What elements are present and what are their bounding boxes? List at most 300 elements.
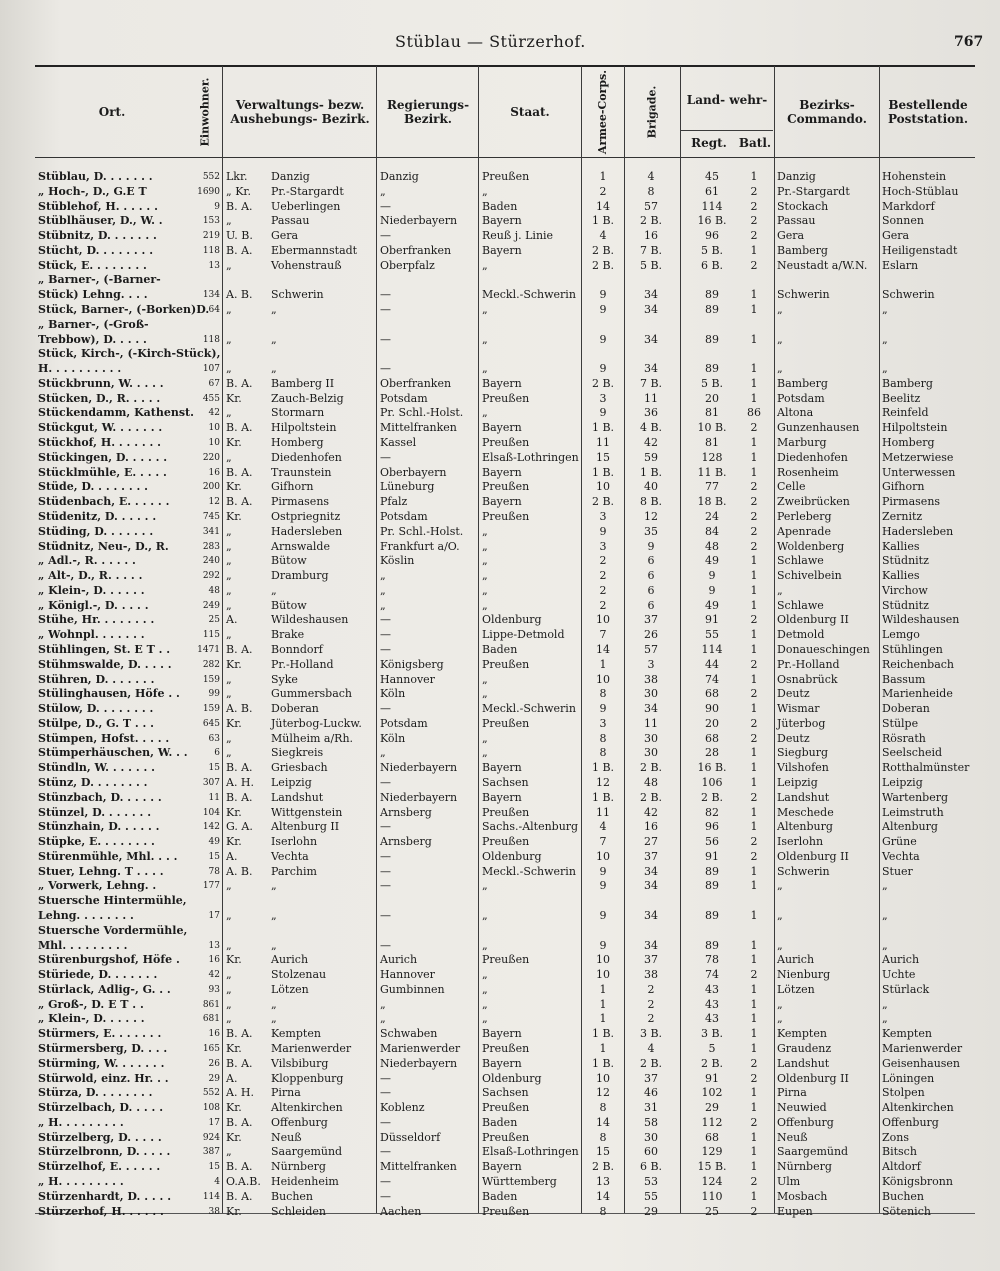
header-bezirkscommando: Bezirks- Commando. [787, 98, 867, 126]
place-name: Stück, Barner-, (-Borken)D. [38, 303, 210, 317]
state: Bayern [482, 376, 522, 390]
army-corps: 8 [599, 731, 607, 745]
brigade: 5 B. [639, 258, 663, 272]
population: 16 [208, 955, 220, 966]
district-name: Pirmasens [271, 495, 330, 509]
post-station: Heiligenstadt [882, 243, 958, 257]
army-corps: 14 [596, 199, 610, 213]
population: 48 [208, 585, 220, 596]
landwehr-regiment: 81 [705, 436, 719, 450]
brigade: 34 [644, 303, 658, 317]
post-station: Altenkirchen [882, 1101, 954, 1115]
table-row [0, 613, 1000, 627]
table-row [0, 229, 1000, 243]
place-name: Mhl. . . . . . . . . [38, 938, 128, 952]
post-station: Pirmasens [882, 495, 941, 509]
district-type: B. A. [226, 1115, 253, 1129]
district-name: „ [271, 997, 277, 1011]
post-station: Eslarn [882, 258, 919, 272]
place-name: Stümperhäuschen, W. . . [38, 746, 188, 760]
post-station: Hoch-Stüblau [882, 184, 959, 198]
brigade: 7 B. [639, 243, 663, 257]
district-name: Nürnberg [271, 1160, 326, 1174]
landwehr-regiment: 84 [705, 524, 719, 538]
brigade: 2 [647, 982, 655, 996]
landwehr-regiment: 78 [705, 953, 719, 967]
table-row [0, 702, 1000, 716]
state: Bayern [482, 761, 522, 775]
running-head [0, 30, 1000, 56]
population: 165 [202, 1044, 220, 1055]
army-corps: 9 [599, 303, 607, 317]
landwehr-subrule [681, 130, 773, 131]
district-type: B. A. [226, 1056, 253, 1070]
landwehr-regiment: 90 [705, 702, 719, 716]
place-name: Stüblau, D. . . . . . . [38, 170, 153, 183]
district-command: Nienburg [777, 968, 831, 982]
government-district: — [380, 332, 391, 346]
army-corps: 9 [599, 702, 607, 716]
landwehr-regiment: 110 [701, 1189, 723, 1203]
district-command: Stockach [777, 199, 829, 213]
district-command: Danzig [777, 170, 816, 183]
brigade: 8 B. [639, 495, 663, 509]
post-station: Gifhorn [882, 480, 925, 494]
place-name: Stündln, W. . . . . . . [38, 761, 155, 775]
landwehr-regiment: 68 [705, 687, 719, 701]
district-type: „ [226, 628, 232, 642]
district-name: Leipzig [271, 775, 312, 789]
landwehr-regiment: 129 [701, 1145, 723, 1159]
landwehr-battalion: 2 [750, 421, 758, 435]
table-row [0, 835, 1000, 849]
army-corps: 8 [599, 1101, 607, 1115]
district-command: „ [777, 362, 783, 376]
army-corps: 1 [599, 982, 607, 996]
landwehr-regiment: 89 [705, 879, 719, 893]
district-type: „ [226, 362, 232, 376]
government-district: Lüneburg [380, 480, 435, 494]
district-name: „ [271, 909, 277, 922]
landwehr-battalion: 2 [750, 657, 758, 671]
population: 387 [202, 1147, 220, 1158]
district-name: Arnswalde [271, 539, 330, 553]
army-corps: 2 B. [591, 243, 615, 257]
district-command: „ [777, 1012, 783, 1026]
army-corps: 3 [599, 539, 607, 553]
table-row [0, 554, 1000, 568]
army-corps: 2 [599, 554, 607, 568]
brigade: 30 [644, 746, 658, 760]
place-name: „ Barner-, (-Groß- [38, 317, 149, 331]
army-corps: 1 B. [591, 761, 615, 775]
district-type: „ [226, 938, 232, 952]
place-name: Stülinghausen, Höfe . . [38, 687, 180, 701]
landwehr-battalion: 1 [750, 554, 758, 568]
landwehr-battalion: 2 [750, 509, 758, 523]
landwehr-regiment: 48 [705, 539, 719, 553]
brigade: 38 [644, 968, 658, 982]
state: „ [482, 583, 488, 597]
landwehr-regiment: 44 [705, 657, 719, 671]
district-type: B. A. [226, 465, 253, 479]
landwehr-regiment: 89 [705, 909, 719, 922]
landwehr-regiment: 28 [705, 746, 719, 760]
place-name: Stücken, D., R. . . . . [38, 391, 161, 405]
post-station: Hohenstein [882, 170, 947, 183]
district-command: Rosenheim [777, 465, 839, 479]
brigade: 29 [644, 1204, 658, 1218]
landwehr-regiment: 29 [705, 1101, 719, 1115]
district-name: Syke [271, 672, 298, 686]
population: 924 [202, 1132, 220, 1143]
brigade: 26 [644, 628, 658, 642]
district-command: Landshut [777, 1056, 830, 1070]
place-name: „ Alt-, D., R. . . . . [38, 569, 143, 583]
table-row [0, 924, 1000, 938]
district-command: Potsdam [777, 391, 825, 405]
landwehr-regiment: 89 [705, 864, 719, 878]
landwehr-regiment: 89 [705, 288, 719, 302]
state: Meckl.-Schwerin [482, 702, 576, 716]
district-command: Perleberg [777, 509, 832, 523]
government-district: Köln [380, 687, 406, 701]
table-row [0, 687, 1000, 701]
army-corps: 8 [599, 1130, 607, 1144]
place-name: Stüpke, E. . . . . . . . [38, 835, 155, 849]
population: 15 [208, 1162, 220, 1173]
landwehr-regiment: 112 [701, 1115, 723, 1129]
government-district: Marienwerder [380, 1042, 461, 1056]
table-row [0, 820, 1000, 834]
table-row [0, 200, 1000, 214]
army-corps: 11 [596, 805, 610, 819]
government-district: Kassel [380, 436, 417, 450]
population: 17 [208, 911, 220, 921]
district-command: Leipzig [777, 775, 818, 789]
army-corps: 3 [599, 391, 607, 405]
district-name: Bamberg II [271, 376, 335, 390]
post-station: Altdorf [882, 1160, 921, 1174]
place-name: Stünzel, D. . . . . . . [38, 805, 152, 819]
district-command: „ [777, 997, 783, 1011]
state: Oldenburg [482, 613, 542, 627]
post-station: „ [882, 1012, 888, 1026]
district-type: „ [226, 303, 232, 317]
army-corps: 3 [599, 716, 607, 730]
population: 118 [202, 334, 220, 345]
population: 6 [214, 748, 220, 759]
landwehr-regiment: 43 [705, 1012, 719, 1026]
state: Württemberg [482, 1175, 557, 1189]
brigade: 4 [647, 1042, 655, 1056]
brigade: 1 B. [639, 465, 663, 479]
government-district: — [380, 1189, 391, 1203]
government-district: Potsdam [380, 391, 428, 405]
brigade: 34 [644, 332, 658, 346]
place-name: „ H. . . . . . . . . [38, 1115, 124, 1129]
district-name: Hadersleben [271, 524, 343, 538]
district-command: Zweibrücken [777, 495, 850, 509]
landwehr-battalion: 2 [750, 199, 758, 213]
government-district: Potsdam [380, 716, 428, 730]
district-name: Jüterbog-Luckw. [271, 716, 362, 730]
population: 49 [208, 837, 220, 848]
place-name: Stümpen, Hofst. . . . . [38, 731, 170, 745]
post-station: „ [882, 879, 888, 893]
place-name: Stückendamm, Kathenst. [38, 406, 194, 420]
government-district: Mittelfranken [380, 421, 457, 435]
table-row [0, 1131, 1000, 1145]
post-station: „ [882, 909, 888, 922]
army-corps: 15 [596, 450, 610, 464]
table-row [0, 1101, 1000, 1115]
army-corps: 2 B. [591, 1160, 615, 1174]
population: 16 [208, 1029, 220, 1040]
place-name: Stühren, D. . . . . . . [38, 672, 155, 686]
district-name: Doberan [271, 702, 319, 716]
landwehr-regiment: 5 [708, 1042, 716, 1056]
population: 159 [202, 704, 220, 715]
table-row [0, 421, 1000, 435]
landwehr-battalion: 2 [750, 1071, 758, 1085]
district-name: „ [271, 879, 277, 893]
post-station: Stürlack [882, 982, 930, 996]
place-name: Stüde, D. . . . . . . . [38, 480, 148, 494]
landwehr-regiment: 91 [705, 613, 719, 627]
population: 455 [202, 393, 220, 404]
brigade: 6 [647, 598, 655, 612]
government-district: Hannover [380, 968, 435, 982]
district-command: Deutz [777, 731, 810, 745]
brigade: 8 [647, 184, 655, 198]
government-district: Mittelfranken [380, 1160, 457, 1174]
district-command: Gera [777, 229, 805, 243]
district-name: Dramburg [271, 569, 329, 583]
population: 16 [208, 467, 220, 478]
place-name: Stünzhain, D. . . . . . [38, 820, 160, 834]
population: 118 [202, 245, 220, 256]
government-district: — [380, 450, 391, 464]
district-name: Landshut [271, 790, 324, 804]
place-name: Stüdenbach, E. . . . . . [38, 495, 170, 509]
table-row [0, 865, 1000, 879]
post-station: Zons [882, 1130, 909, 1144]
landwehr-battalion: 2 [750, 731, 758, 745]
state: „ [482, 746, 488, 760]
landwehr-battalion: 1 [750, 583, 758, 597]
state: Reuß j. Linie [482, 229, 554, 243]
district-name: „ [271, 332, 277, 346]
government-district: „ [380, 598, 386, 612]
table-row [0, 791, 1000, 805]
district-type: B. A. [226, 1160, 253, 1174]
page-number: 767 [954, 34, 984, 50]
district-name: „ [271, 583, 277, 597]
post-station: Marienwerder [882, 1042, 963, 1056]
landwehr-battalion: 1 [750, 1027, 758, 1041]
table-row [0, 214, 1000, 228]
brigade: 53 [644, 1175, 658, 1189]
state: „ [482, 687, 488, 701]
state: Preußen [482, 805, 530, 819]
district-command: Oldenburg II [777, 613, 849, 627]
place-name: Stürenburgshof, Höfe . [38, 953, 180, 967]
government-district: — [380, 303, 391, 317]
brigade: 37 [644, 1071, 658, 1085]
table-row [0, 1042, 1000, 1056]
table-row [0, 1072, 1000, 1086]
district-type: Kr. [226, 1204, 242, 1218]
brigade: 30 [644, 1130, 658, 1144]
table-row [0, 1145, 1000, 1159]
landwehr-battalion: 1 [750, 1012, 758, 1026]
post-station: Beelitz [882, 391, 921, 405]
government-district: Köln [380, 731, 406, 745]
post-station: Rösrath [882, 731, 926, 745]
header-einwohner: Einwohner. [198, 77, 212, 147]
brigade: 2 B. [639, 790, 663, 804]
district-type: A. B. [226, 864, 253, 878]
state: „ [482, 938, 488, 952]
table-row [0, 953, 1000, 967]
population: 142 [202, 822, 220, 833]
landwehr-battalion: 1 [750, 820, 758, 834]
army-corps: 2 [599, 184, 607, 198]
post-station: Sonnen [882, 214, 924, 228]
post-station: Stüdnitz [882, 554, 929, 568]
header-rule [35, 157, 975, 158]
district-command: Neuß [777, 1130, 808, 1144]
post-station: Rotthalmünster [882, 761, 970, 775]
state: Preußen [482, 716, 530, 730]
landwehr-regiment: 77 [705, 480, 719, 494]
state: Bayern [482, 214, 522, 228]
place-name: Stürzelhof, E. . . . . . [38, 1160, 161, 1174]
district-command: Bamberg [777, 243, 828, 257]
state: Sachs.-Altenburg [482, 820, 579, 834]
landwehr-battalion: 2 [750, 613, 758, 627]
table-row [0, 968, 1000, 982]
district-type: O.A.B. [226, 1175, 261, 1189]
district-command: Kempten [777, 1027, 827, 1041]
government-district: — [380, 938, 391, 952]
district-name: Vilsbiburg [271, 1056, 329, 1070]
district-name: Pr.-Stargardt [271, 184, 344, 198]
landwehr-regiment: 82 [705, 805, 719, 819]
army-corps: 10 [596, 953, 610, 967]
post-station: Stolpen [882, 1086, 925, 1100]
government-district: Oberbayern [380, 465, 447, 479]
government-district: — [380, 642, 391, 656]
state: Bayern [482, 1160, 522, 1174]
army-corps: 9 [599, 879, 607, 893]
government-district: Köslin [380, 554, 415, 568]
table-row [0, 1190, 1000, 1204]
government-district: Arnsberg [380, 805, 432, 819]
place-name: Stüding, D. . . . . . . [38, 524, 154, 538]
landwehr-regiment: 89 [705, 332, 719, 346]
government-district: — [380, 229, 391, 243]
district-command: Schlawe [777, 598, 824, 612]
brigade: 27 [644, 835, 658, 849]
table-row [0, 288, 1000, 302]
district-type: Kr. [226, 436, 242, 450]
landwehr-battalion: 1 [750, 761, 758, 775]
state: Bayern [482, 243, 522, 257]
landwehr-battalion: 2 [750, 495, 758, 509]
army-corps: 12 [596, 1086, 610, 1100]
state: Preußen [482, 1101, 530, 1115]
landwehr-regiment: 124 [701, 1175, 723, 1189]
army-corps: 8 [599, 746, 607, 760]
army-corps: 2 [599, 583, 607, 597]
government-district: Pfalz [380, 495, 408, 509]
place-name: „ Königl.-, D. . . . . [38, 598, 149, 612]
government-district: Aurich [380, 953, 418, 967]
district-type: „ [226, 598, 232, 612]
landwehr-regiment: 74 [705, 968, 719, 982]
government-district: Potsdam [380, 509, 428, 523]
landwehr-battalion: 1 [750, 1101, 758, 1115]
landwehr-battalion: 2 [750, 214, 758, 228]
district-name: Stormarn [271, 406, 325, 420]
place-name: Stürzelbach, D. . . . . [38, 1101, 164, 1115]
army-corps: 10 [596, 849, 610, 863]
population: 1690 [197, 186, 220, 197]
landwehr-battalion: 1 [750, 1145, 758, 1159]
district-type: „ [226, 731, 232, 745]
district-type: B. A. [226, 642, 253, 656]
landwehr-battalion: 2 [750, 835, 758, 849]
post-station: „ [882, 938, 888, 952]
district-command: „ [777, 909, 783, 922]
district-type: Kr. [226, 1101, 242, 1115]
state: Preußen [482, 509, 530, 523]
post-station: Stuer [882, 864, 913, 878]
district-type: B. A. [226, 495, 253, 509]
government-district: Niederbayern [380, 790, 458, 804]
army-corps: 1 B. [591, 1027, 615, 1041]
brigade: 58 [644, 1115, 658, 1129]
post-station: Stüdnitz [882, 598, 929, 612]
army-corps: 1 [599, 657, 607, 671]
table-row [0, 983, 1000, 997]
district-command: Landshut [777, 790, 830, 804]
district-name: Siegkreis [271, 746, 324, 760]
district-type: „ [226, 332, 232, 346]
landwehr-regiment: 89 [705, 938, 719, 952]
landwehr-battalion: 1 [750, 288, 758, 302]
landwehr-regiment: 96 [705, 229, 719, 243]
landwehr-battalion: 1 [750, 362, 758, 376]
table-row [0, 569, 1000, 583]
table-row [0, 1160, 1000, 1174]
running-title: Stüblau — Stürzerhof. [395, 32, 586, 51]
landwehr-regiment: 89 [705, 362, 719, 376]
landwehr-battalion: 2 [750, 1175, 758, 1189]
population: 282 [202, 659, 220, 670]
army-corps: 9 [599, 909, 607, 922]
state: Bayern [482, 790, 522, 804]
place-name: Stürlack, Adlig-, G. . . [38, 982, 171, 996]
landwehr-regiment: 43 [705, 982, 719, 996]
brigade: 42 [644, 805, 658, 819]
army-corps: 2 B. [591, 376, 615, 390]
place-name: Stuer, Lehng. T . . . . [38, 864, 164, 878]
government-district: Danzig [380, 170, 419, 183]
district-command: Donaueschingen [777, 642, 870, 656]
